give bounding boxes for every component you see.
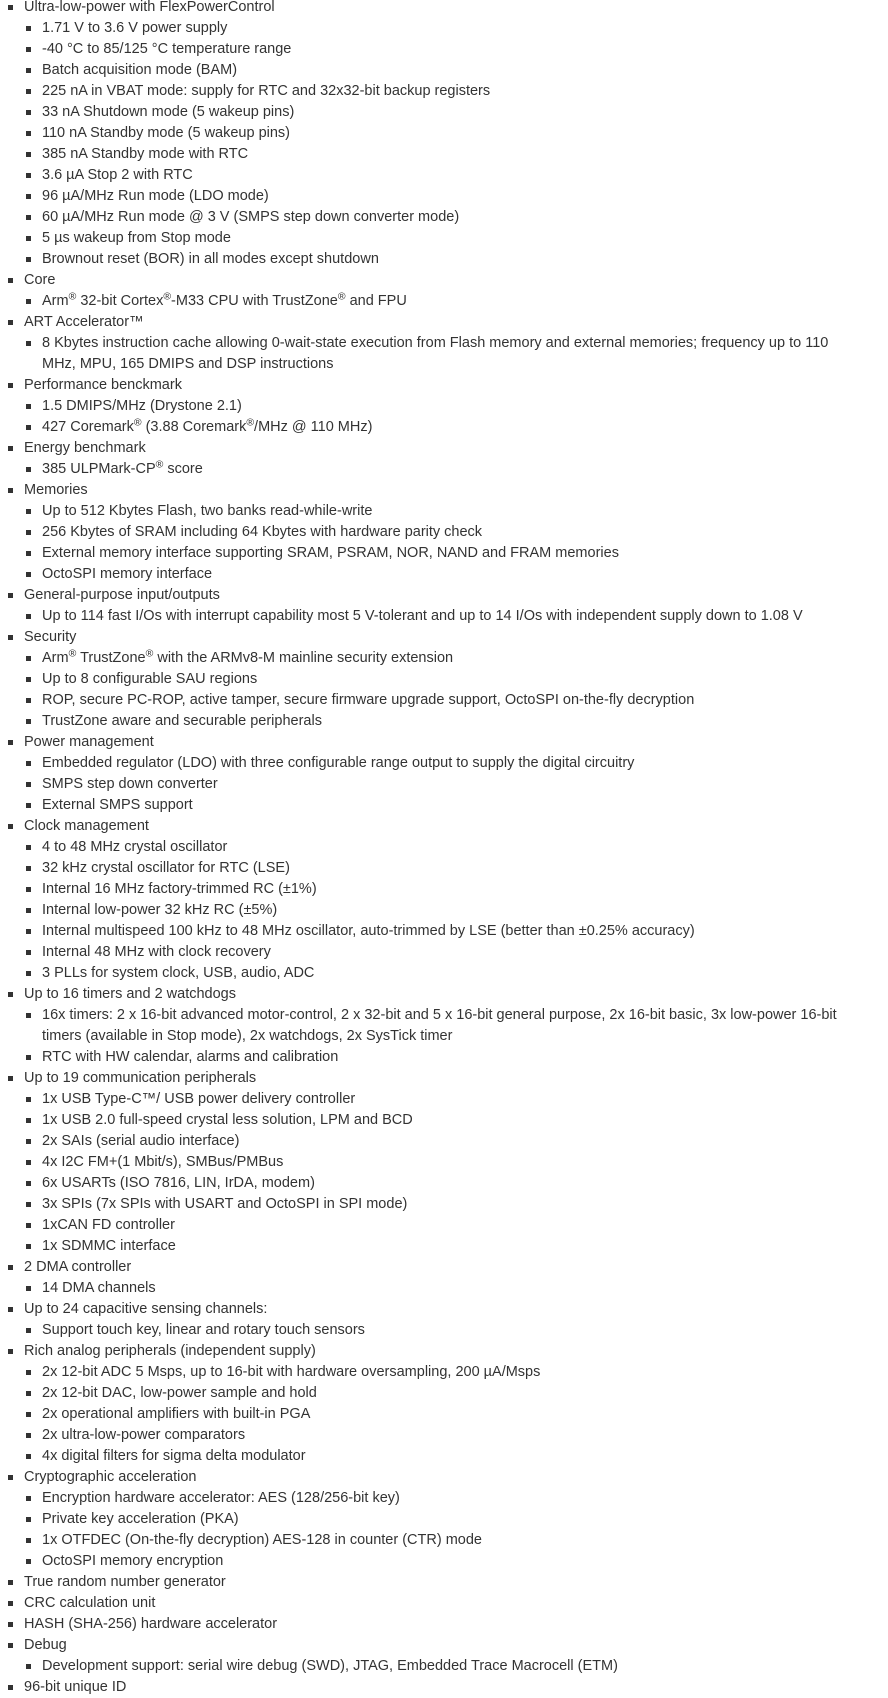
feature-detail: 256 Kbytes of SRAM including 64 Kbytes with hardware parity check: [24, 522, 864, 543]
feature-sublist: [24, 1005, 888, 1068]
feature-label: Debug: [24, 1637, 67, 1653]
feature-detail: 110 nA Standby mode (5 wakeup pins): [24, 123, 864, 144]
feature-label: Cryptographic acceleration: [24, 1469, 197, 1485]
feature-detail: Up to 512 Kbytes Flash, two banks read-while-write: [24, 501, 864, 522]
feature-detail: 16x timers: 2 x 16-bit advanced motor-control, 2 x 32-bit and 5 x 16-bit general purpose, 2x 16-bit basic, 3x low-power 16-bit timers (available in Stop mode), 2x watchdogs, 2x SysTick timer: [24, 1005, 864, 1047]
feature-cryptographic-acceleration: [0, 1467, 888, 1572]
feature-detail: 8 Kbytes instruction cache allowing 0-wait-state execution from Flash memory and external memories; frequency up to 110 MHz, MPU, 165 DMIPS and DSP instructions: [24, 333, 864, 375]
feature-energy-benchmark: [0, 438, 888, 480]
feature-debug: [0, 1635, 888, 1677]
feature-art-accelerator: [0, 312, 888, 375]
feature-crc-calculation-unit: [0, 1593, 888, 1614]
feature-2-dma-controller: [0, 1257, 888, 1299]
feature-detail: Support touch key, linear and rotary touch sensors: [24, 1320, 864, 1341]
feature-label: Memories: [24, 482, 88, 498]
feature-sublist: [24, 291, 888, 312]
feature-detail: 1x SDMMC interface: [24, 1236, 864, 1257]
feature-label: 2 DMA controller: [24, 1259, 132, 1275]
feature-detail: 1.5 DMIPS/MHz (Drystone 2.1): [24, 396, 864, 417]
feature-detail: Brownout reset (BOR) in all modes except shutdown: [24, 249, 864, 270]
feature-detail: TrustZone aware and securable peripherals: [24, 711, 864, 732]
feature-detail: 32 kHz crystal oscillator for RTC (LSE): [24, 858, 864, 879]
feature-detail: 2x operational amplifiers with built-in PGA: [24, 1404, 864, 1425]
feature-label: General-purpose input/outputs: [24, 587, 220, 603]
feature-label: Core: [24, 272, 56, 288]
feature-label: HASH (SHA-256) hardware accelerator: [24, 1616, 278, 1632]
feature-label: CRC calculation unit: [24, 1595, 156, 1611]
feature-detail: 2x 12-bit ADC 5 Msps, up to 16-bit with hardware oversampling, 200 µA/Msps: [24, 1362, 864, 1383]
feature-detail: 385 nA Standby mode with RTC: [24, 144, 864, 165]
feature-96-bit-unique-id: [0, 1677, 888, 1698]
feature-label: Ultra-low-power with FlexPowerControl: [24, 0, 275, 15]
feature-detail: -40 °C to 85/125 °C temperature range: [24, 39, 864, 60]
feature-detail: SMPS step down converter: [24, 774, 864, 795]
feature-label: Up to 16 timers and 2 watchdogs: [24, 986, 236, 1002]
feature-detail: RTC with HW calendar, alarms and calibration: [24, 1047, 864, 1068]
feature-sublist: [24, 501, 888, 585]
feature-detail: 14 DMA channels: [24, 1278, 864, 1299]
feature-sublist: [24, 837, 888, 984]
feature-sublist: [24, 648, 888, 732]
feature-label: Rich analog peripherals (independent supply): [24, 1343, 316, 1359]
feature-general-purpose-input-outputs: [0, 585, 888, 627]
feature-detail: Up to 8 configurable SAU regions: [24, 669, 864, 690]
feature-detail: Arm® TrustZone® with the ARMv8-M mainline security extension: [24, 648, 864, 669]
feature-detail: Arm® 32-bit Cortex®-M33 CPU with TrustZone® and FPU: [24, 291, 864, 312]
feature-security: [0, 627, 888, 732]
feature-detail: Encryption hardware accelerator: AES (128/256-bit key): [24, 1488, 864, 1509]
feature-core: [0, 270, 888, 312]
feature-up-to-24-capacitive-sensing-channels: [0, 1299, 888, 1341]
feature-detail: 4 to 48 MHz crystal oscillator: [24, 837, 864, 858]
feature-detail: External memory interface supporting SRAM, PSRAM, NOR, NAND and FRAM memories: [24, 543, 864, 564]
feature-sublist: [24, 1656, 888, 1677]
feature-detail: 6x USARTs (ISO 7816, LIN, IrDA, modem): [24, 1173, 864, 1194]
feature-detail: Batch acquisition mode (BAM): [24, 60, 864, 81]
feature-sublist: [24, 606, 888, 627]
feature-detail: 1xCAN FD controller: [24, 1215, 864, 1236]
feature-sublist: [24, 333, 888, 375]
feature-sublist: [24, 459, 888, 480]
feature-detail: 4x I2C FM+(1 Mbit/s), SMBus/PMBus: [24, 1152, 864, 1173]
feature-sublist: [24, 1488, 888, 1572]
feature-detail: 60 µA/MHz Run mode @ 3 V (SMPS step down converter mode): [24, 207, 864, 228]
feature-rich-analog-peripherals-independent-supp: [0, 1341, 888, 1467]
feature-detail: 2x ultra-low-power comparators: [24, 1425, 864, 1446]
feature-power-management: [0, 732, 888, 816]
feature-sublist: [24, 1320, 888, 1341]
feature-label: ART Accelerator™: [24, 314, 144, 330]
feature-hash-sha-256-hardware-accelerator: [0, 1614, 888, 1635]
feature-sublist: [24, 1362, 888, 1467]
feature-sublist: [24, 396, 888, 438]
feature-sublist: [24, 1278, 888, 1299]
feature-label: Up to 24 capacitive sensing channels:: [24, 1301, 268, 1317]
feature-sublist: [24, 753, 888, 816]
feature-detail: 3.6 µA Stop 2 with RTC: [24, 165, 864, 186]
feature-label: Energy benchmark: [24, 440, 146, 456]
feature-label: True random number generator: [24, 1574, 226, 1590]
feature-detail: Internal 16 MHz factory-trimmed RC (±1%): [24, 879, 864, 900]
feature-clock-management: [0, 816, 888, 984]
feature-detail: ROP, secure PC-ROP, active tamper, secure firmware upgrade support, OctoSPI on-the-fly decryption: [24, 690, 864, 711]
feature-detail: 96 µA/MHz Run mode (LDO mode): [24, 186, 864, 207]
feature-memories: [0, 480, 888, 585]
feature-detail: 2x 12-bit DAC, low-power sample and hold: [24, 1383, 864, 1404]
feature-detail: Internal low-power 32 kHz RC (±5%): [24, 900, 864, 921]
feature-detail: 3x SPIs (7x SPIs with USART and OctoSPI in SPI mode): [24, 1194, 864, 1215]
feature-label: Up to 19 communication peripherals: [24, 1070, 257, 1086]
feature-detail: 3 PLLs for system clock, USB, audio, ADC: [24, 963, 864, 984]
feature-label: Performance benckmark: [24, 377, 182, 393]
feature-detail: Up to 114 fast I/Os with interrupt capability most 5 V-tolerant and up to 14 I/Os with independent supply down to 1.08 V: [24, 606, 864, 627]
feature-up-to-16-timers-and-2-watchdogs: [0, 984, 888, 1068]
feature-detail: Internal multispeed 100 kHz to 48 MHz oscillator, auto-trimmed by LSE (better than ±0.25% accuracy): [24, 921, 864, 942]
feature-detail: 1.71 V to 3.6 V power supply: [24, 18, 864, 39]
feature-detail: OctoSPI memory encryption: [24, 1551, 864, 1572]
feature-detail: 427 Coremark® (3.88 Coremark®/MHz @ 110 MHz): [24, 417, 864, 438]
feature-detail: Internal 48 MHz with clock recovery: [24, 942, 864, 963]
feature-label: Power management: [24, 734, 154, 750]
feature-detail: 2x SAIs (serial audio interface): [24, 1131, 864, 1152]
feature-up-to-19-communication-peripherals: [0, 1068, 888, 1257]
feature-sublist: [24, 18, 888, 270]
feature-performance-benckmark: [0, 375, 888, 438]
feature-true-random-number-generator: [0, 1572, 888, 1593]
feature-label: Clock management: [24, 818, 149, 834]
feature-detail: 1x USB 2.0 full-speed crystal less solution, LPM and BCD: [24, 1110, 864, 1131]
feature-detail: External SMPS support: [24, 795, 864, 816]
feature-detail: Development support: serial wire debug (SWD), JTAG, Embedded Trace Macrocell (ETM): [24, 1656, 864, 1677]
feature-detail: Embedded regulator (LDO) with three configurable range output to supply the digital circuitry: [24, 753, 864, 774]
feature-detail: Private key acceleration (PKA): [24, 1509, 864, 1530]
feature-detail: 1x OTFDEC (On-the-fly decryption) AES-128 in counter (CTR) mode: [24, 1530, 864, 1551]
feature-label: Security: [24, 629, 77, 645]
feature-detail: 1x USB Type-C™/ USB power delivery controller: [24, 1089, 864, 1110]
feature-detail: 5 µs wakeup from Stop mode: [24, 228, 864, 249]
feature-detail: 33 nA Shutdown mode (5 wakeup pins): [24, 102, 864, 123]
feature-detail: 385 ULPMark-CP® score: [24, 459, 864, 480]
feature-sublist: [24, 1089, 888, 1257]
feature-ultra-low-power-with-flexpowercontrol: [0, 0, 888, 270]
feature-detail: 225 nA in VBAT mode: supply for RTC and 32x32-bit backup registers: [24, 81, 864, 102]
feature-label: 96-bit unique ID: [24, 1679, 127, 1695]
feature-detail: OctoSPI memory interface: [24, 564, 864, 585]
feature-detail: 4x digital filters for sigma delta modulator: [24, 1446, 864, 1467]
